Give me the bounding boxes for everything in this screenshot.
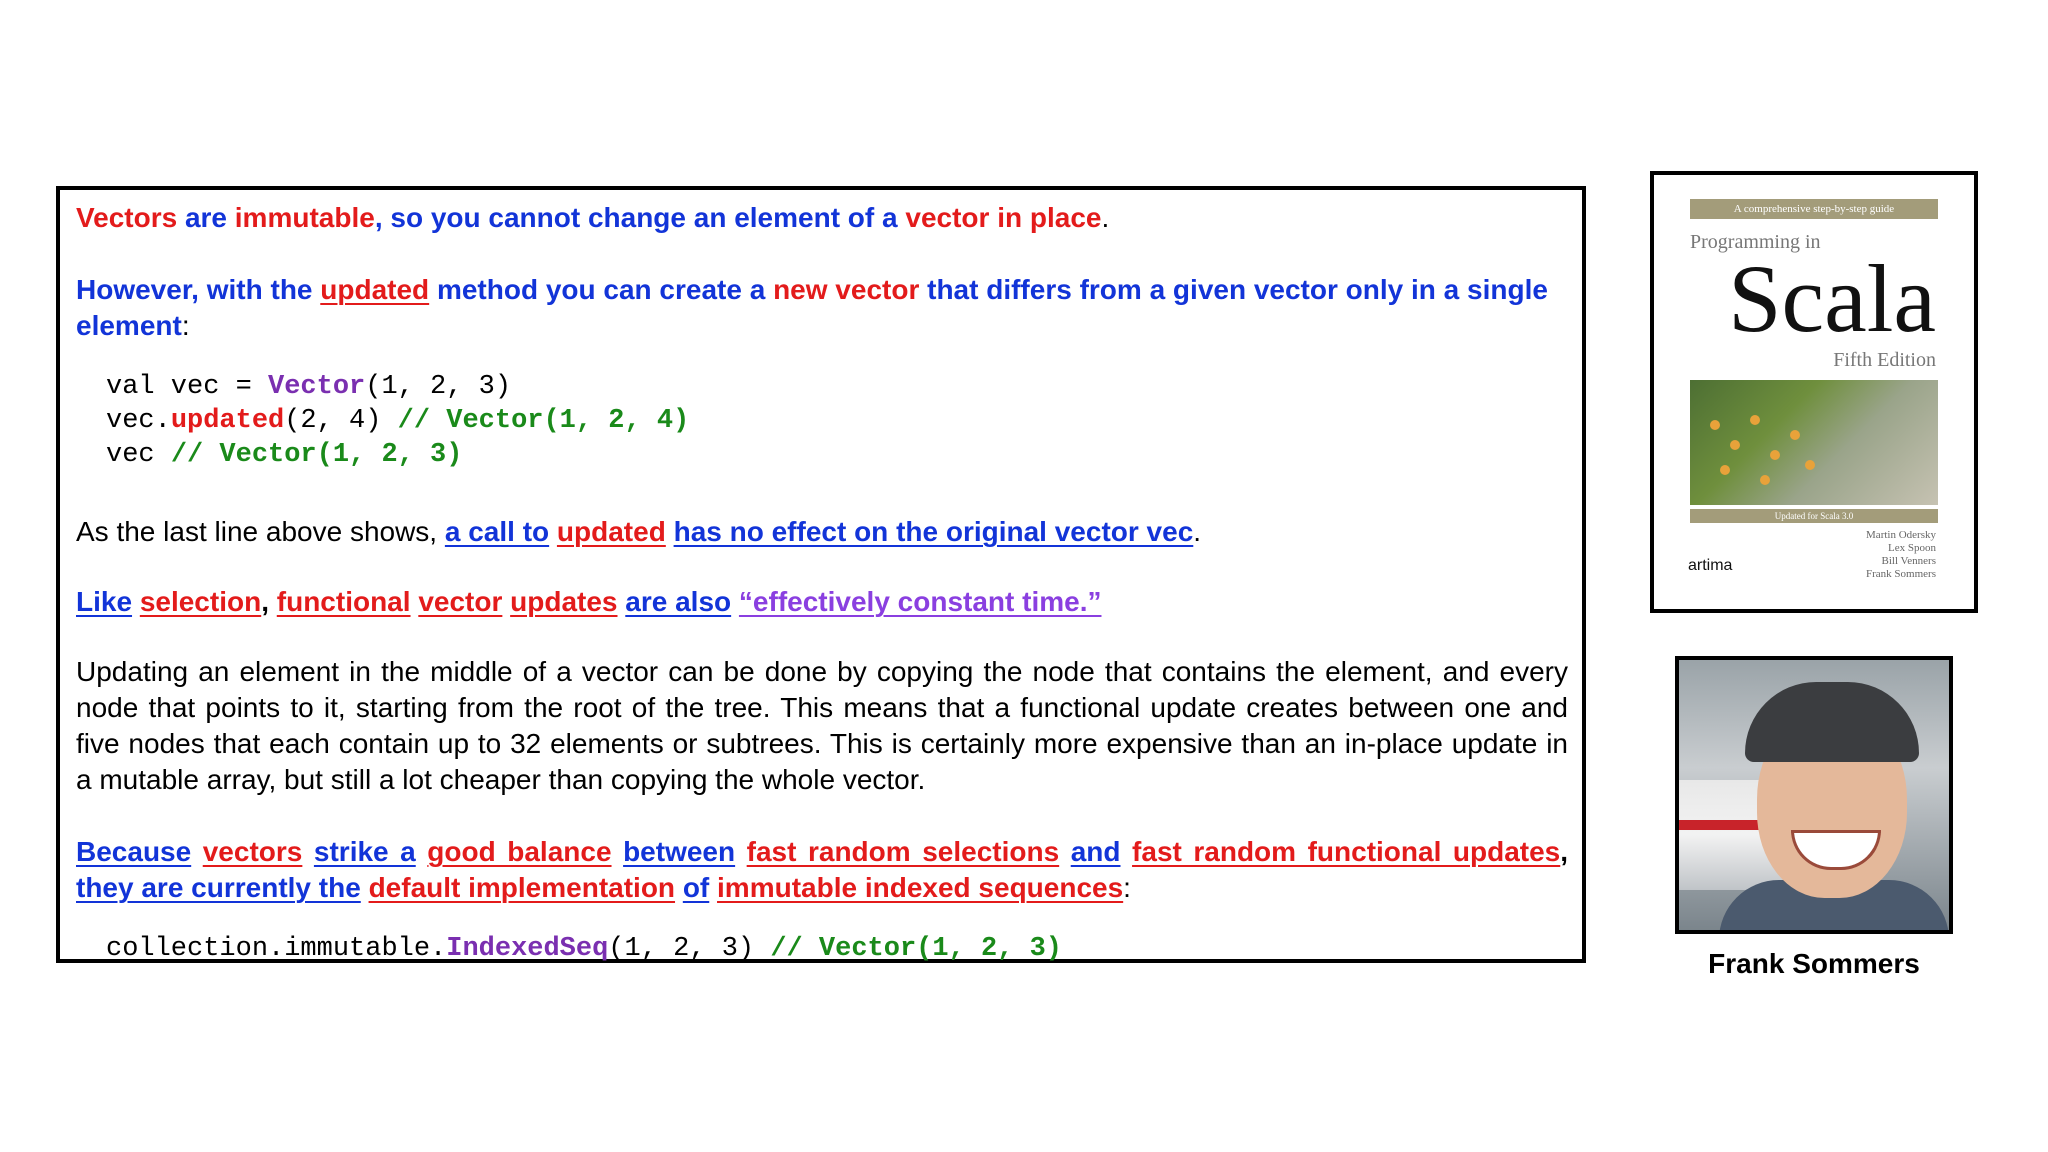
text-segment: vector	[905, 202, 990, 233]
author-name: Frank Sommers	[1708, 948, 1920, 979]
text-segment: selection	[139, 586, 262, 617]
text-segment: method you can create a	[429, 274, 774, 305]
text-segment: immutable indexed sequences	[717, 872, 1124, 903]
text-segment: of	[682, 872, 710, 903]
book-subtitle: Programming in	[1690, 231, 1821, 253]
text-segment: updated	[556, 516, 666, 547]
text-segment: “effectively constant time.”	[738, 586, 1102, 617]
text-segment: , so you cannot change an element of a	[374, 202, 906, 233]
text-segment: strike a	[313, 836, 416, 867]
book-title: Scala	[1728, 245, 1936, 352]
book-cover-photo	[1690, 380, 1938, 505]
text-segment: Like	[76, 586, 133, 617]
content-box	[56, 186, 1586, 963]
text-segment: :	[181, 310, 190, 341]
text-segment: between	[623, 836, 736, 867]
paragraph-constant-time	[76, 584, 1568, 620]
text-segment: immutable	[234, 202, 375, 233]
text-segment: updated	[320, 274, 430, 305]
paragraph-updated-method	[76, 272, 1568, 344]
book-updated-banner: Updated for Scala 3.0	[1690, 509, 1938, 523]
text-segment: they are currently the	[76, 872, 361, 903]
text-segment: are also	[625, 586, 732, 617]
book-cover-image	[1650, 171, 1978, 613]
code-block-indexedseq: collection.immutable.IndexedSeq(1, 2, 3) // Vector(1, 2, 3)	[106, 934, 1062, 964]
text-segment: and	[1070, 836, 1121, 867]
text-segment: new vector	[773, 274, 920, 305]
text-segment: Vectors	[76, 202, 178, 233]
text-segment: vector	[418, 586, 503, 617]
book-banner: A comprehensive step-by-step guide	[1690, 199, 1938, 219]
text-segment: However, with the	[76, 274, 321, 305]
code-block-updated	[76, 370, 1568, 472]
book-edition: Fifth Edition	[1833, 349, 1936, 371]
text-segment: in place	[989, 202, 1102, 233]
paragraph-immutable	[76, 200, 1568, 236]
text-segment: fast random selections	[746, 836, 1060, 867]
text-segment: are	[177, 202, 235, 233]
paragraph-update-explanation: Updating an element in the middle of a vector can be done by copying the node that contains the element, and every node that points to it, starting from the root of the tree. This means that a functional update creates between one and five nodes that each contain up to 32 elements or subtrees. This is certainly more expensive than an in-place update in a mutable array, but still a lot cheaper than copying the whole vector.	[76, 656, 1568, 795]
author-photo	[1675, 656, 1953, 934]
text-segment: has no effect on the original vector vec	[673, 516, 1194, 547]
text-segment: As the last line above shows,	[76, 516, 445, 547]
text-segment: fast random functional updates	[1132, 836, 1561, 867]
text-segment: ,	[261, 586, 269, 617]
book-authors: Martin Odersky Lex Spoon Bill Venners Frank Sommers	[1866, 529, 1936, 580]
code-line: vec.updated(2, 4) // Vector(1, 2, 4)	[106, 406, 690, 436]
paragraph-default-implementation	[76, 834, 1568, 906]
text-segment: default implementation	[368, 872, 676, 903]
code-line: vec // Vector(1, 2, 3)	[106, 440, 463, 470]
text-segment: .	[1101, 202, 1110, 233]
text-segment: vectors	[202, 836, 303, 867]
text-segment: functional	[276, 586, 411, 617]
text-segment: ,	[1560, 836, 1569, 867]
text-segment: a call to	[444, 516, 550, 547]
text-segment: that differs from a given vector only in a single element	[76, 274, 1548, 341]
text-segment: good balance	[427, 836, 612, 867]
text-segment: :	[1123, 872, 1131, 903]
book-publisher: artima	[1688, 557, 1733, 574]
text-segment: Because	[76, 836, 192, 867]
code-line: val vec = Vector(1, 2, 3)	[106, 372, 512, 402]
text-segment: .	[1193, 516, 1202, 547]
paragraph-no-effect	[76, 514, 1568, 550]
text-segment: updates	[510, 586, 618, 617]
